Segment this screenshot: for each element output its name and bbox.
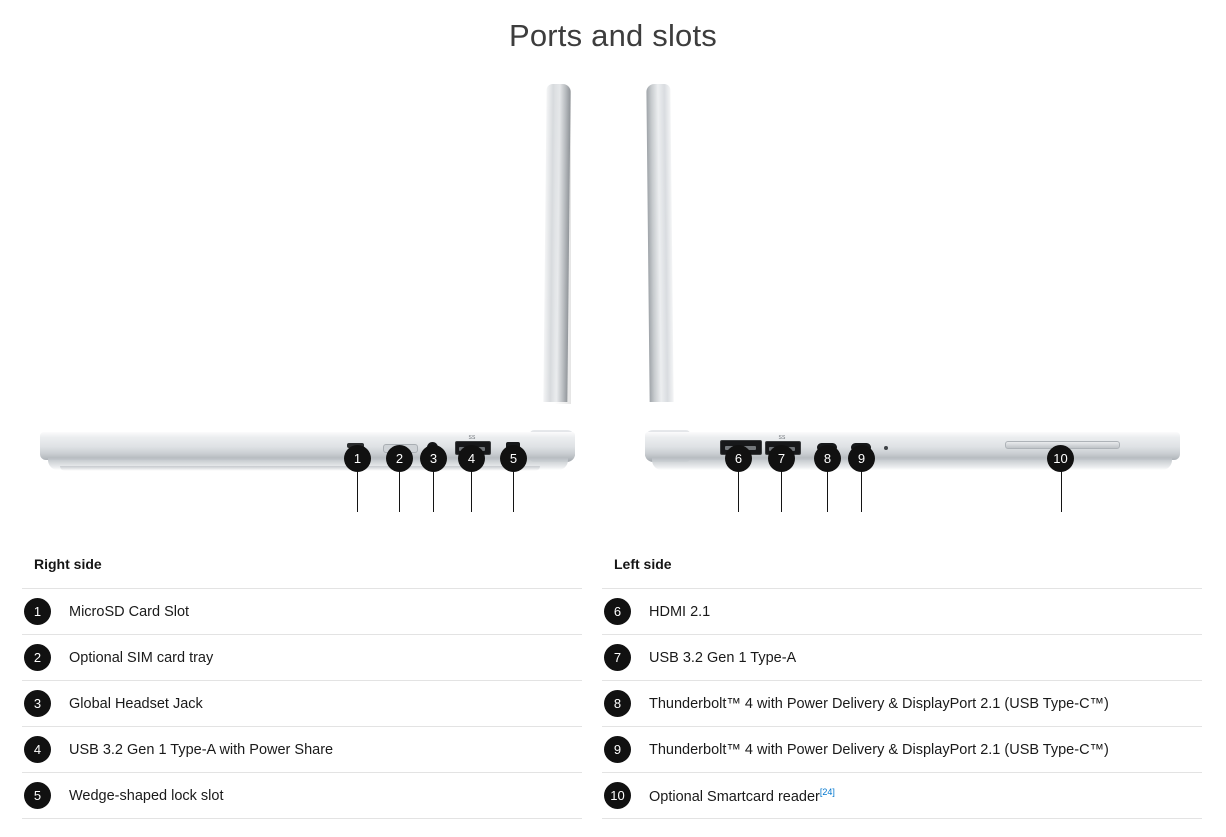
legend-label-1: MicroSD Card Slot: [69, 603, 190, 620]
legend: [0, 556, 1226, 837]
callout-bubble-2: 2: [386, 445, 413, 472]
usb-right-marking: SS: [468, 435, 476, 441]
legend-number-8: 8: [604, 690, 631, 717]
callout-bubble-6: 6: [725, 445, 752, 472]
legend-row-2: [22, 634, 582, 680]
legend-row-5: [22, 772, 582, 819]
callout-bubble-9: 9: [848, 445, 875, 472]
legend-row-6: [602, 588, 1202, 634]
callout-bubble-5: 5: [500, 445, 527, 472]
callout-bubble-1: 1: [344, 445, 371, 472]
laptop-left-lid: [646, 84, 673, 402]
legend-row-4: [22, 726, 582, 772]
legend-number-3: 3: [24, 690, 51, 717]
legend-number-10: 10: [604, 782, 631, 809]
legend-number-1: 1: [24, 598, 51, 625]
legend-label-10-text: Optional Smartcard reader: [649, 788, 820, 805]
status-led: [884, 446, 888, 450]
callout-bubble-4: 4: [458, 445, 485, 472]
usb-left-marking: SS: [778, 435, 786, 441]
footnote-ref-24[interactable]: [24]: [819, 786, 835, 797]
legend-number-7: 7: [604, 644, 631, 671]
legend-row-9: [602, 726, 1202, 772]
laptop-right-lid-shadow: [555, 84, 571, 404]
legend-label-2: Optional SIM card tray: [69, 649, 214, 666]
legend-row-3: [22, 680, 582, 726]
legend-label-10: [649, 787, 835, 805]
legend-label-5: Wedge-shaped lock slot: [69, 787, 224, 804]
legend-row-10: [602, 772, 1202, 819]
legend-row-7: [602, 634, 1202, 680]
callout-bubble-7: 7: [768, 445, 795, 472]
legend-row-1: [22, 588, 582, 634]
legend-number-5: 5: [24, 782, 51, 809]
callout-bubble-10: 10: [1047, 445, 1074, 472]
legend-number-4: 4: [24, 736, 51, 763]
legend-heading-right: Right side: [34, 556, 102, 572]
legend-label-6: HDMI 2.1: [649, 603, 711, 620]
legend-heading-left: Left side: [614, 556, 672, 572]
legend-column-left-side: [602, 556, 1202, 819]
legend-label-3: Global Headset Jack: [69, 695, 203, 712]
callout-bubble-8: 8: [814, 445, 841, 472]
legend-number-9: 9: [604, 736, 631, 763]
callout-bubble-3: 3: [420, 445, 447, 472]
laptop-right-base: [40, 432, 575, 460]
legend-label-9: Thunderbolt™ 4 with Power Delivery & DisplayPort 2.1 (USB Type-C™): [649, 741, 1109, 758]
legend-label-8: Thunderbolt™ 4 with Power Delivery & DisplayPort 2.1 (USB Type-C™): [649, 695, 1109, 712]
legend-row-8: [602, 680, 1202, 726]
ports-illustration: [0, 70, 1226, 500]
legend-column-right-side: [22, 556, 582, 819]
legend-label-4: USB 3.2 Gen 1 Type-A with Power Share: [69, 741, 334, 758]
page-title: Ports and slots: [508, 18, 718, 53]
legend-number-6: 6: [604, 598, 631, 625]
legend-number-2: 2: [24, 644, 51, 671]
legend-label-7: USB 3.2 Gen 1 Type-A: [649, 649, 797, 666]
